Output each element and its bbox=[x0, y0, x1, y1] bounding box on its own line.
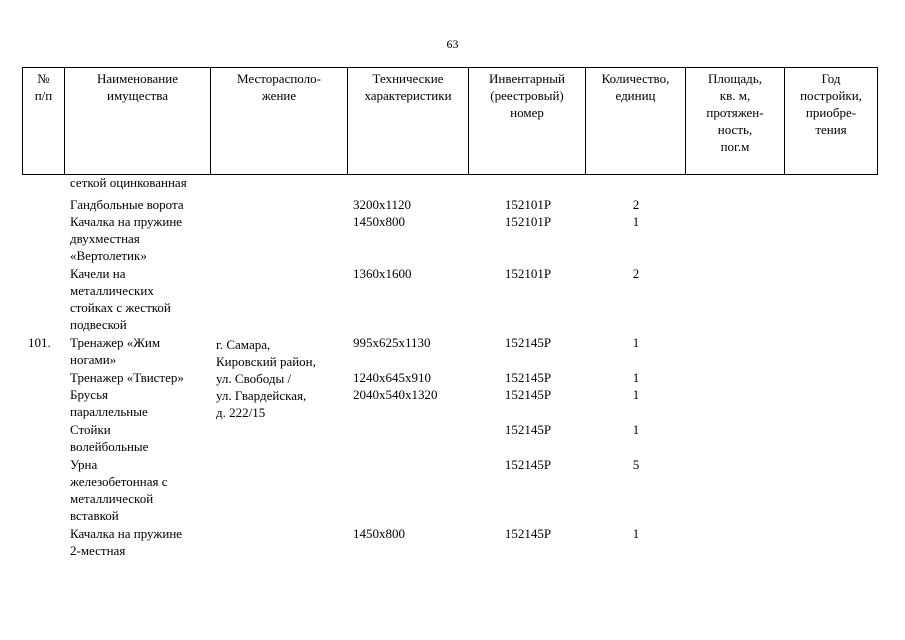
item-name: сеткой оцинкованная bbox=[70, 175, 187, 190]
header-inventory: Инвентарный (реестровый) номер bbox=[469, 68, 586, 175]
item-name: Стойки волейбольные bbox=[70, 422, 149, 454]
item-inventory: 152145Р bbox=[504, 370, 552, 385]
item-tech: 1450х800 bbox=[353, 526, 405, 541]
item-quantity: 1 bbox=[632, 387, 640, 402]
item-inventory: 152145Р bbox=[504, 526, 552, 541]
item-quantity: 2 bbox=[632, 266, 640, 281]
header-year: Год постройки, приобре- тения bbox=[785, 68, 878, 175]
item-quantity: 2 bbox=[632, 197, 640, 212]
item-tech: 2040х540х1320 bbox=[353, 387, 438, 402]
item-name: Брусья параллельные bbox=[70, 387, 148, 419]
item-quantity: 1 bbox=[632, 526, 640, 541]
table-header bbox=[22, 67, 878, 175]
item-quantity: 5 bbox=[632, 457, 640, 472]
item-name: Тренажер «Жим ногами» bbox=[70, 335, 161, 367]
item-inventory: 152145Р bbox=[504, 457, 552, 472]
row-number: 101. bbox=[28, 335, 51, 350]
item-name: Качалка на пружине 2-местная bbox=[70, 526, 183, 558]
item-name: Качели на металлических стойках с жесткой подвеской bbox=[70, 266, 171, 332]
item-name: Тренажер «Твистер» bbox=[70, 370, 184, 385]
item-inventory: 152101Р bbox=[504, 266, 552, 281]
item-name: Урна железобетонная с металлической вставкой bbox=[70, 457, 168, 523]
item-name: Гандбольные ворота bbox=[70, 197, 184, 212]
item-tech: 1450х800 bbox=[353, 214, 405, 229]
item-inventory: 152101Р bbox=[504, 214, 552, 229]
item-quantity: 1 bbox=[632, 422, 640, 437]
item-inventory: 152145Р bbox=[504, 387, 552, 402]
page-number: 63 bbox=[446, 37, 459, 51]
header-tech: Технические характеристики bbox=[348, 68, 469, 175]
header-area: Площадь, кв. м, протяжен- ность, пог.м bbox=[686, 68, 785, 175]
header-name: Наименование имущества bbox=[65, 68, 211, 175]
item-tech: 1360х1600 bbox=[353, 266, 412, 281]
item-tech: 995х625х1130 bbox=[353, 335, 431, 350]
item-quantity: 1 bbox=[632, 335, 640, 350]
location-cell: г. Самара, Кировский район, ул. Свободы / ул. Гвардейская, д. 222/15 bbox=[216, 337, 316, 420]
item-name: Качалка на пружине двухместная «Вертолетик» bbox=[70, 214, 183, 263]
header-quantity: Количество, единиц bbox=[586, 68, 686, 175]
item-quantity: 1 bbox=[632, 370, 640, 385]
table-body bbox=[22, 172, 877, 632]
header-location: Месторасполо- жение bbox=[211, 68, 348, 175]
item-inventory: 152145Р bbox=[504, 422, 552, 437]
item-tech: 1240х645х910 bbox=[353, 370, 431, 385]
item-quantity: 1 bbox=[632, 214, 640, 229]
item-inventory: 152101Р bbox=[504, 197, 552, 212]
header-number: № п/п bbox=[23, 68, 65, 175]
item-tech: 3200х1120 bbox=[353, 197, 412, 212]
item-inventory: 152145Р bbox=[504, 335, 552, 350]
